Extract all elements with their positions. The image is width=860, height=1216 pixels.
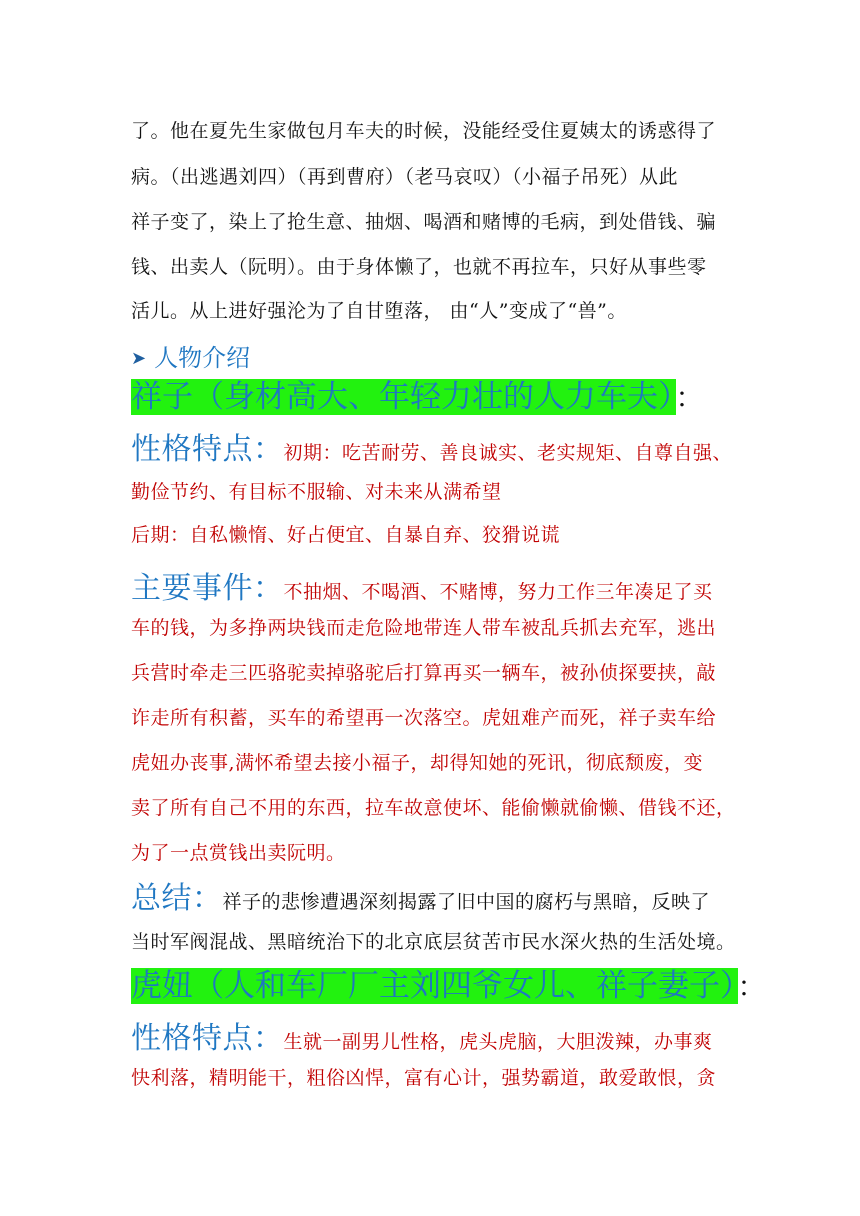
events-block <box>131 563 713 607</box>
character-title-huniu <box>131 965 766 1008</box>
traits-line: 初期：吃苦耐劳、善良诚实、老实规矩、自尊自强、 <box>283 442 733 464</box>
arrow-bullet-icon: ➤ <box>131 348 147 369</box>
traits-block <box>131 424 732 468</box>
summary-line: 祥子的悲惨遭遇深刻揭露了旧中国的腐朽与黑暗，反映了 <box>222 891 711 913</box>
traits-line: 快利落，精明能干，粗俗凶悍，富有心计，强势霸道，敢爱敢恨，贪 <box>131 1067 717 1089</box>
traits-line: 后期：自私懒惰、好占便宜、自暴自弃、狡猾说谎 <box>131 524 561 546</box>
colon: ： <box>675 381 704 414</box>
intro-line: 了。他在夏先生家做包月车夫的时候，没能经受住夏姨太的诱惑得了 <box>131 120 717 142</box>
traits-line: 生就一副男儿性格，虎头虎脑，大胆泼辣，办事爽 <box>283 1031 713 1053</box>
events-label: 主要事件： <box>131 571 284 606</box>
character-title-xiangzi <box>131 376 704 419</box>
traits-block <box>131 1013 713 1057</box>
summary-label: 总结： <box>131 881 223 916</box>
intro-line: 活儿。从上进好强沦为了自甘堕落， 由“人”变成了“兽”。 <box>131 300 627 322</box>
traits-label: 性格特点： <box>131 432 284 467</box>
character-title-text: 祥子（身材高大、年轻力壮的人力车夫） <box>131 379 674 415</box>
intro-line: 钱、出卖人（阮明）。由于身体懒了，也就不再拉车，只好从事些零 <box>131 256 707 278</box>
events-line: 为了一点赏钱出卖阮明。 <box>131 842 346 864</box>
summary-line: 当时军阀混战、黑暗统治下的北京底层贫苦市民水深火热的生活处境。 <box>131 931 736 953</box>
summary-block <box>131 873 710 917</box>
events-line: 车的钱，为多挣两块钱而走危险地带连人带车被乱兵抓去充军，逃出 <box>131 617 717 639</box>
events-line: 不抽烟、不喝酒、不赌博，努力工作三年凑足了买 <box>283 581 713 603</box>
character-title-text: 虎妞（人和车厂厂主刘四爷女儿、祥子妻子） <box>131 968 736 1004</box>
section-title: 人物介绍 <box>154 344 251 372</box>
events-line: 诈走所有积蓄，买车的希望再一次落空。虎妞难产而死，祥子卖车给 <box>131 707 717 729</box>
section-heading <box>131 338 250 373</box>
events-line: 兵营时牵走三匹骆驼卖掉骆驼后打算再买一辆车，被孙侦探要挟，敲 <box>131 662 717 684</box>
intro-line: 祥子变了，染上了抢生意、抽烟、喝酒和赌博的毛病，到处借钱、骗 <box>131 211 717 233</box>
events-line: 卖了所有自己不用的东西，拉车故意使坏、能偷懒就偷懒、借钱不还， <box>131 797 736 819</box>
traits-line: 勤俭节约、有目标不服输、对未来从满希望 <box>131 481 502 503</box>
traits-label: 性格特点： <box>131 1021 284 1056</box>
colon: ： <box>737 970 766 1003</box>
intro-line: 病。（出逃遇刘四）（再到曹府）（老马哀叹）（小福子吊死）从此 <box>131 166 679 188</box>
events-line: 虎妞办丧事,满怀希望去接小福子，却得知她的死讯，彻底颓废，变 <box>131 752 704 774</box>
